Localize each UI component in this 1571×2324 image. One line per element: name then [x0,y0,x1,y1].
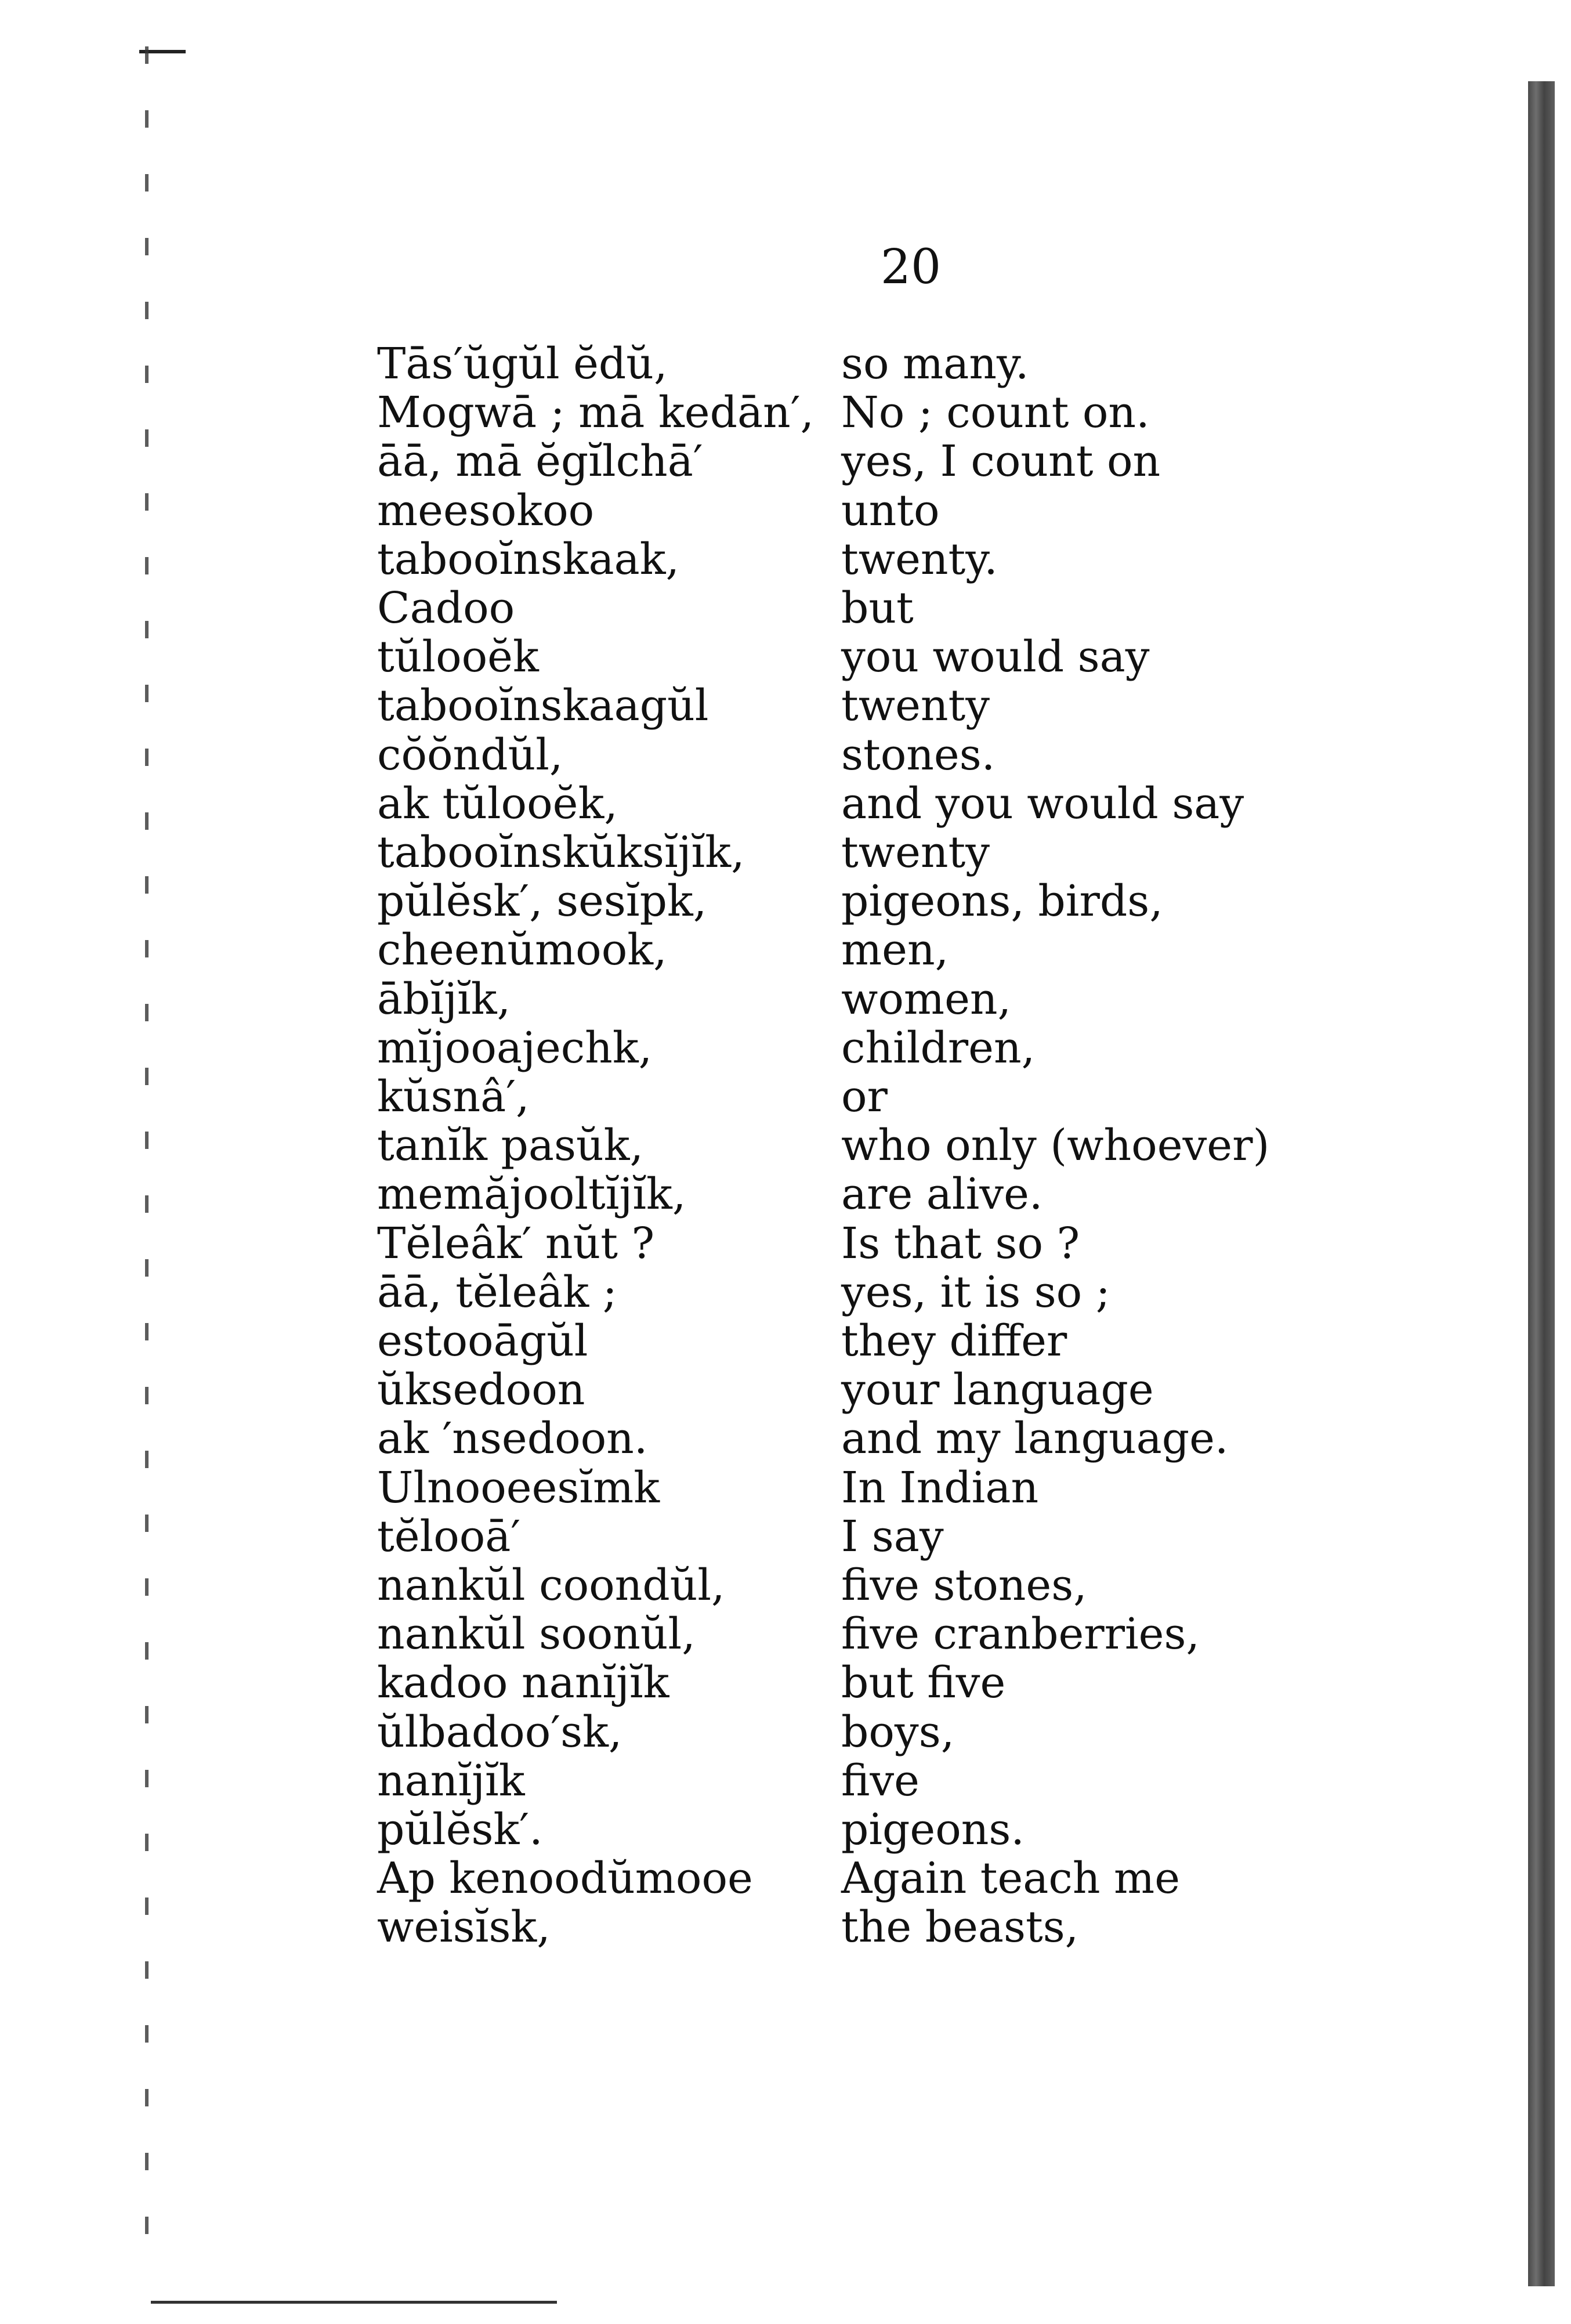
line-right-17: who only (whoever) [841,1121,1270,1170]
line-left-26: nankŭl coondŭl, [377,1560,725,1610]
line-right-25: I say [841,1512,944,1562]
line-left-17: tanĭk pasŭk, [377,1121,644,1170]
page-number: 20 [880,240,942,295]
line-right-32: Again teach me [841,1853,1181,1903]
line-left-31: pŭlĕsk′. [377,1805,543,1855]
line-left-28: kadoo nanĭjĭk [377,1658,669,1708]
line-right-15: children, [841,1023,1036,1073]
line-right-28: but five [841,1658,1006,1708]
line-left-12: pŭlĕsk′, sesĭpk, [377,876,707,926]
line-left-3: āā, mā ĕgĭlchā′ [377,436,703,486]
line-right-18: are alive. [841,1169,1043,1219]
line-right-22: your language [841,1365,1154,1415]
line-left-8: tabooĭnskaagŭl [377,681,709,731]
line-left-4: meesokoo [377,486,595,536]
line-right-9: stones. [841,730,996,780]
line-right-8: twenty [841,681,990,731]
line-left-18: memăjooltĭjĭk, [377,1169,686,1219]
line-right-12: pigeons, birds, [841,876,1163,926]
line-left-2: Mogwā ; mā kedān′, [377,388,815,438]
line-left-29: ŭlbadoo′sk, [377,1707,622,1757]
line-left-23: ak ′nsedoon. [377,1414,648,1463]
line-left-15: mĭjooajechk, [377,1023,653,1073]
line-right-3: yes, I count on [841,436,1161,486]
line-left-14: ābĭjĭk, [377,974,511,1024]
line-left-21: estooāgŭl [377,1316,588,1366]
line-right-6: but [841,583,914,633]
line-right-27: five cranberries, [841,1609,1200,1659]
line-right-5: twenty. [841,534,998,584]
line-right-33: the beasts, [841,1902,1079,1952]
line-right-13: men, [841,925,949,975]
line-left-7: tŭlooĕk [377,632,539,682]
line-left-33: weisĭsk, [377,1902,551,1952]
line-right-20: yes, it is so ; [841,1267,1110,1317]
line-right-21: they differ [841,1316,1067,1366]
line-left-30: nanĭjĭk [377,1756,525,1806]
line-right-24: In Indian [841,1463,1039,1513]
line-right-16: or [841,1072,888,1122]
line-right-29: boys, [841,1707,955,1757]
line-right-23: and my language. [841,1414,1229,1463]
line-left-20: āā, tĕleâk ; [377,1267,617,1317]
line-left-6: Cadoo [377,583,515,633]
line-left-25: tĕlooā′ [377,1512,521,1562]
line-right-2: No ; count on. [841,388,1150,438]
line-left-32: Ap kenoodŭmooe [377,1853,753,1903]
line-right-26: five stones, [841,1560,1087,1610]
line-left-11: tabooĭnskŭksĭjĭk, [377,827,745,877]
line-left-27: nankŭl soonŭl, [377,1609,696,1659]
line-left-19: Tĕleâk′ nŭt ? [377,1219,655,1268]
line-right-7: you would say [841,632,1150,682]
line-right-4: unto [841,486,940,536]
line-right-19: Is that so ? [841,1219,1080,1268]
line-right-30: five [841,1756,920,1806]
line-left-13: cheenŭmook, [377,925,667,975]
line-right-31: pigeons. [841,1805,1025,1855]
line-left-24: Ulnooeesĭmk [377,1463,660,1513]
line-left-22: ŭksedoon [377,1365,585,1415]
line-left-1: Tās′ŭgŭl ĕdŭ, [377,339,668,389]
line-right-1: so many. [841,339,1029,389]
line-left-16: kŭsnâ′, [377,1072,530,1122]
line-left-10: ak tŭlooĕk, [377,779,618,829]
line-right-11: twenty [841,827,990,877]
line-left-9: cŏŏndŭl, [377,730,563,780]
line-left-5: tabooĭnskaak, [377,534,680,584]
line-right-14: women, [841,974,1012,1024]
line-right-10: and you would say [841,779,1244,829]
